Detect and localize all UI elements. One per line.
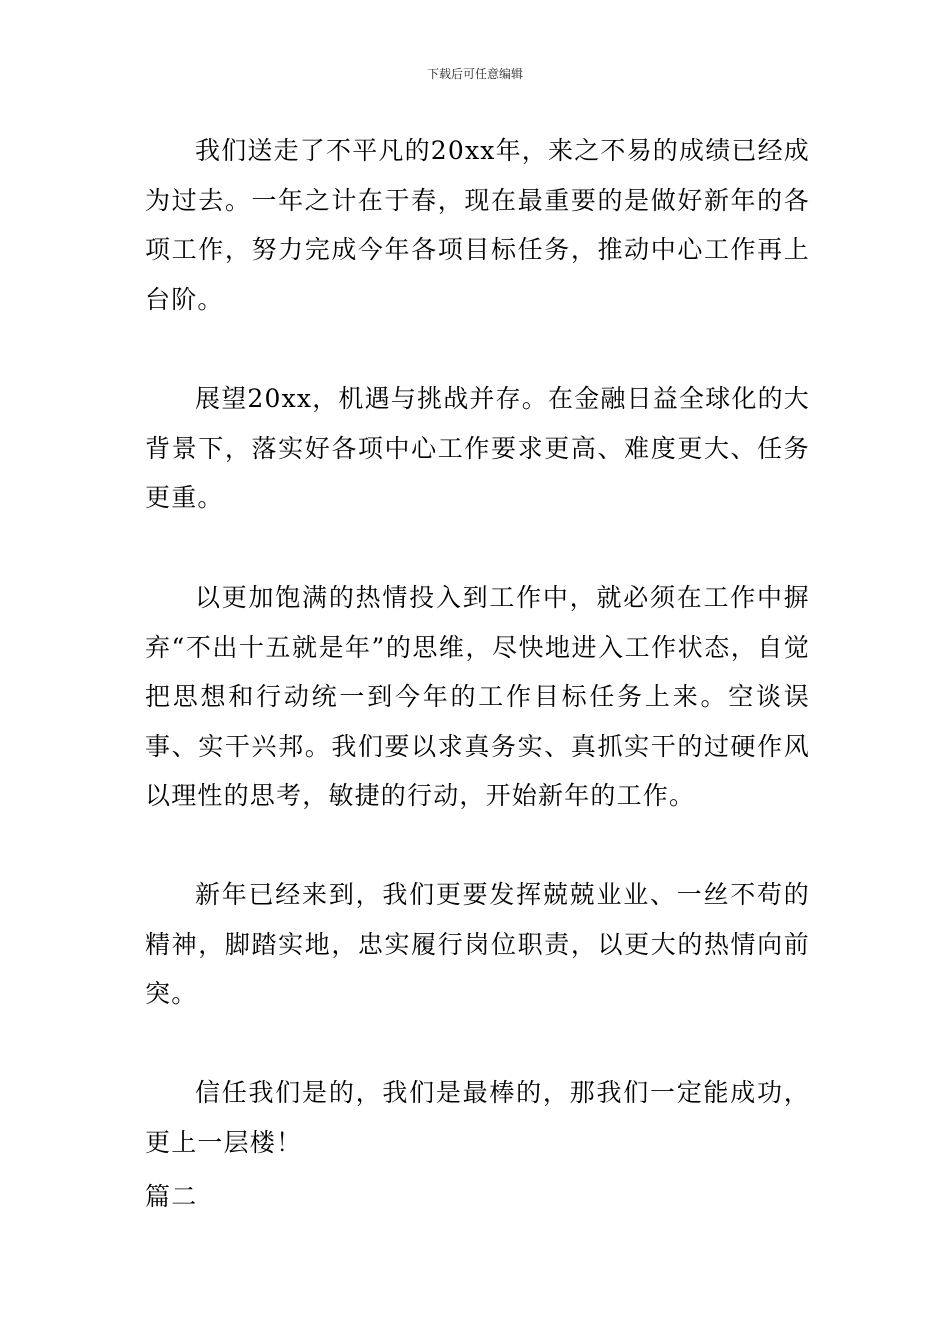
paragraph-5: 信任我们是的，我们是最棒的，那我们一定能成功，更上一层楼！ bbox=[145, 1078, 810, 1157]
paragraph-3: 以更加饱满的热情投入到工作中，就必须在工作中摒弃“不出十五就是年”的思维，尽快地进入工作状态，自觉把思想和行动统一到今年的工作目标任务上来。空谈误事、实干兴邦。我们要以求真务实、真抓实干的过硬作风以理性的思考，敏捷的行动，开始新年的工作。 bbox=[145, 583, 810, 810]
section-heading: 篇二 bbox=[145, 1182, 198, 1211]
paragraph-2: 展望20xx，机遇与挑战并存。在金融日益全球化的大背景下，落实好各项中心工作要求更高、难度更大、任务更重。 bbox=[145, 384, 811, 512]
paragraph-1: 我们送走了不平凡的20xx年，来之不易的成绩已经成为过去。一年之计在于春，现在最重要的是做好新年的各项工作，努力完成今年各项目标任务，推动中心工作再上台阶。 bbox=[145, 136, 811, 314]
paragraph-4: 新年已经来到，我们更要发挥兢兢业业、一丝不苟的精神，脚踏实地，忠实履行岗位职责，以更大的热情向前突。 bbox=[145, 880, 810, 1008]
header-note: 下载后可任意编辑 bbox=[426, 67, 523, 81]
